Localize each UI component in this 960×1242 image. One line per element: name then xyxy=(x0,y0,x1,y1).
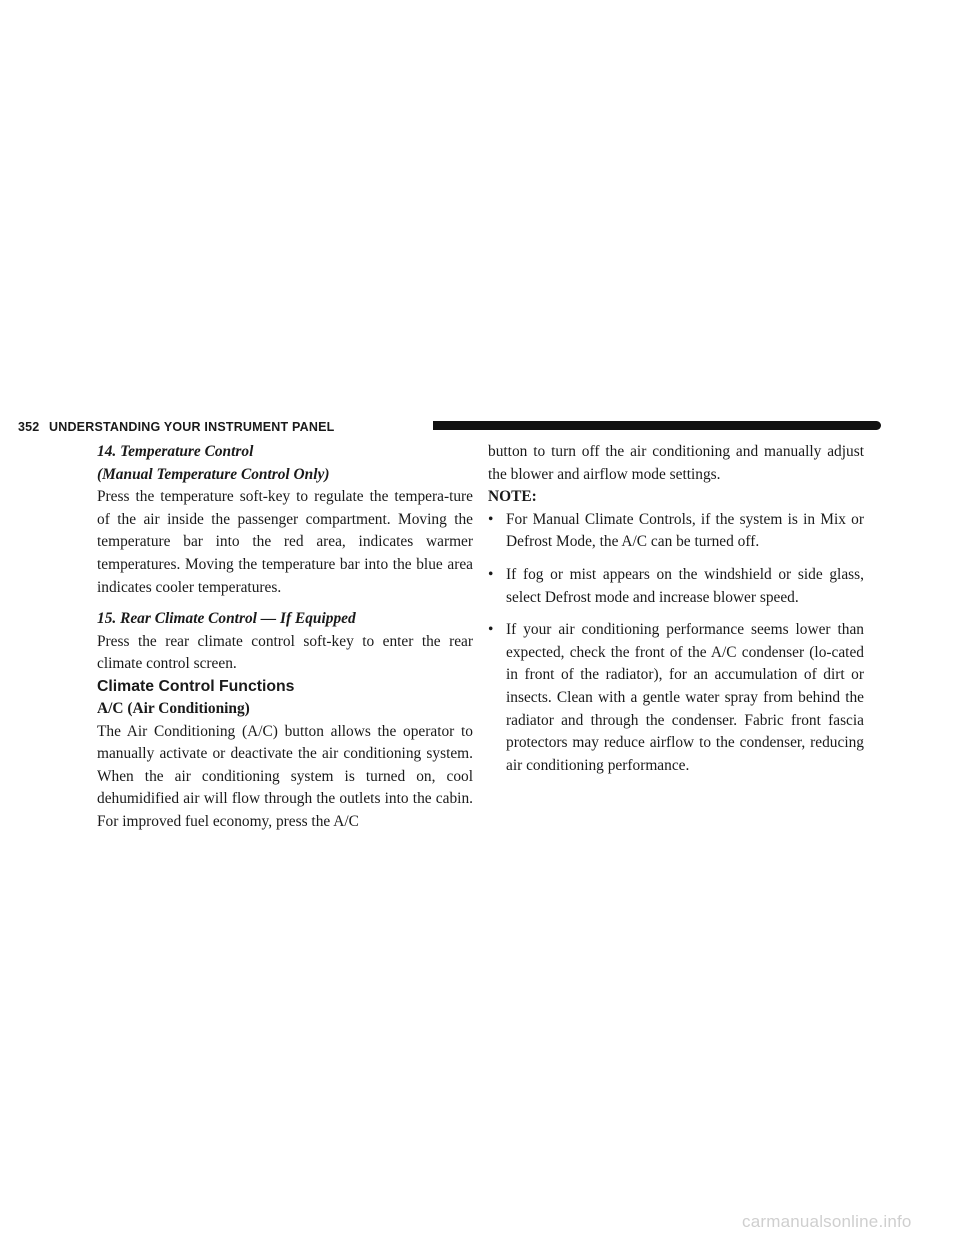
header-rule xyxy=(433,421,881,430)
list-item xyxy=(488,564,864,609)
item-14-body: Press the temperature soft-key to regulate the tempera-ture of the air inside the passenger compartment. Moving the temperature bar into the red area, indicates warmer temperatures. Moving the temperature bar into the blue area indicates cooler temperatures. xyxy=(97,488,473,596)
right-column xyxy=(488,441,864,787)
left-column xyxy=(97,441,473,834)
ac-title: A/C (Air Conditioning) xyxy=(97,699,250,717)
bullet-icon: • xyxy=(488,621,494,639)
page-number: 352 xyxy=(18,420,40,434)
watermark-text: carmanualsonline.info xyxy=(742,1212,912,1231)
ac-body: The Air Conditioning (A/C) button allows the operator to manually activate or deactivate the air conditioning system. When the air conditioning system is turned on, cool dehumidified air will flow through the outlets into the cabin. For improved fuel economy, press the A/C xyxy=(97,722,473,830)
list-item-text: If fog or mist appears on the windshield or side glass, select Defrost mode and increase blower speed. xyxy=(506,565,864,606)
item-15-body: Press the rear climate control soft-key to enter the rear climate control screen. xyxy=(97,632,473,673)
note-list xyxy=(488,509,864,778)
item-14-title: 14. Temperature Control xyxy=(97,443,254,460)
note-label: NOTE: xyxy=(488,488,537,506)
list-item xyxy=(488,619,864,777)
page-header xyxy=(18,418,864,436)
bullet-icon: • xyxy=(488,510,494,528)
list-item-text: For Manual Climate Controls, if the system is in Mix or Defrost Mode, the A/C can be turned off. xyxy=(506,510,864,551)
item-15-title: 15. Rear Climate Control — If Equipped xyxy=(97,610,356,628)
section-title: UNDERSTANDING YOUR INSTRUMENT PANEL xyxy=(49,420,335,434)
ac-body-continued: button to turn off the air conditioning and manually adjust the blower and airflow mode settings. xyxy=(488,443,864,483)
list-item-text: If your air conditioning performance seems lower than expected, check the front of the A/C condenser (lo-cated in front of the radiator), for an accumulation of dirt or insects. Clean with a gentle water spray from behind the radiator and through the condenser. Fabric front fascia protectors may reduce airflow to the condenser, reducing air conditioning performance. xyxy=(506,621,864,774)
section-heading: Climate Control Functions xyxy=(97,677,295,695)
bullet-icon: • xyxy=(488,565,494,583)
item-14-subtitle: (Manual Temperature Control Only) xyxy=(97,465,330,483)
list-item xyxy=(488,509,864,554)
